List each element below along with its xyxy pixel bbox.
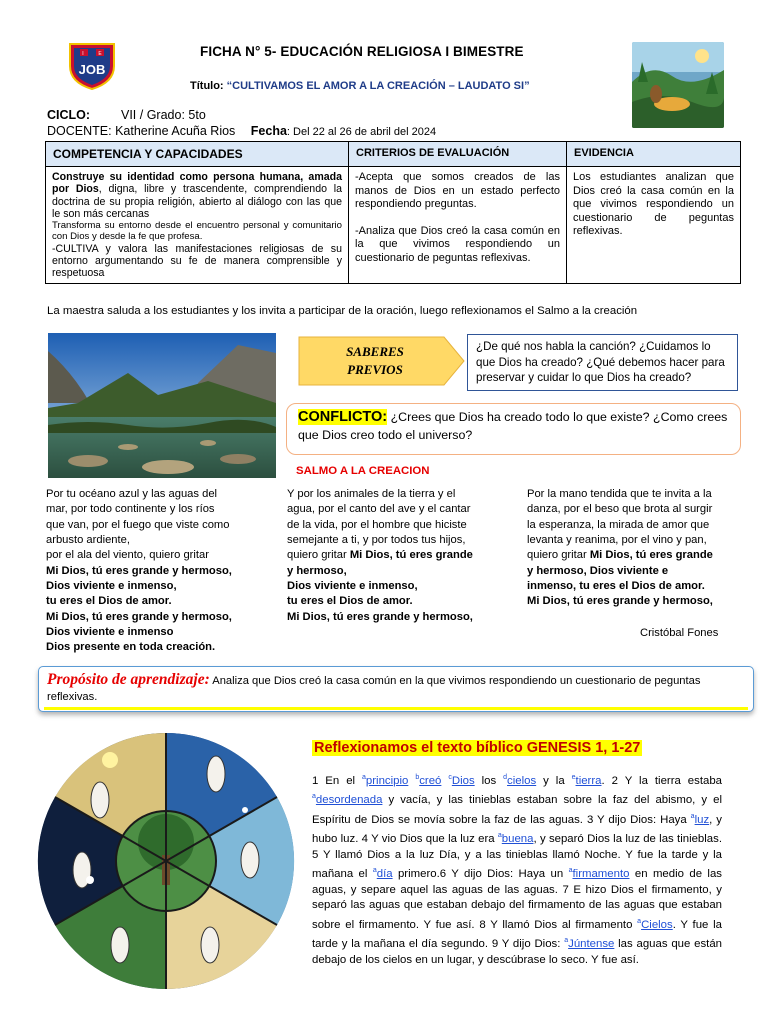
capacidad-2: -CULTIVA y valora las manifestaciones religiosas de su entorno argumentando su fe de manera comprensible y respetuosa [52, 242, 342, 280]
psalm-line-text: Por la mano tendida que te invita a la [527, 488, 712, 500]
psalm-line [287, 487, 512, 502]
psalm-line [287, 502, 512, 517]
psalm-line [46, 533, 271, 548]
cross-reference-link[interactable]: buena [501, 832, 534, 845]
table-row [46, 167, 741, 284]
psalm-line-text: levanta y reanima, por el vino y pan, [527, 534, 707, 547]
highlight-rule [44, 707, 748, 710]
footnote-marker[interactable]: a [362, 774, 366, 781]
psalm-line-text: arbusto ardiente, [46, 534, 130, 547]
psalm-line-text: que van, por el fuego que viste como [46, 518, 230, 531]
psalm-line-text: Mi Dios, tú eres grande y hermoso, [46, 564, 232, 577]
psalm-line-text: y hermoso, [287, 564, 347, 577]
verse-text: los [474, 774, 504, 787]
criterios-cell [349, 167, 567, 284]
landscape-photo [48, 333, 276, 478]
psalm-line [46, 579, 271, 594]
psalm-column-2 [287, 487, 512, 625]
footnote-marker[interactable]: a [312, 793, 316, 801]
psalm-line-text: y hermoso, Dios viviente e [527, 564, 669, 577]
psalm-line [46, 594, 271, 609]
psalm-line [527, 487, 752, 502]
footnote-marker[interactable]: a [690, 812, 695, 820]
psalm-line [527, 579, 752, 594]
fecha-label: Fecha [250, 124, 287, 138]
psalm-line-text: Dios presente en toda creación. [46, 641, 216, 654]
criterio-2: -Analiza que Dios creó la casa común en la que vivimos respondiendo un cuestionario de peguntas reflexivas. [355, 224, 560, 264]
footnote-marker[interactable]: a [637, 917, 642, 925]
psalm-line-text: agua, por el canto del ave y el cantar [287, 503, 471, 516]
psalm-line [287, 610, 512, 625]
psalm-line [46, 564, 271, 579]
psalm-line-text: Mi Dios, tú eres grande y hermoso, [46, 610, 232, 623]
page-title: FICHA N° 5- EDUCACIÓN RELIGIOSA I BIMESTRE [200, 44, 524, 59]
proposito-label: Propósito de aprendizaje: [47, 671, 210, 688]
psalm-line [46, 640, 271, 655]
psalm-line [46, 625, 271, 640]
footnote-marker[interactable]: b [415, 774, 420, 781]
ciclo-row [47, 108, 206, 122]
saberes-label [305, 343, 445, 379]
psalm-line [46, 518, 271, 533]
header-criterios: CRITERIOS DE EVALUACIÓN [349, 142, 567, 167]
footnote-marker[interactable]: a [372, 867, 377, 875]
svg-text:E: E [98, 51, 102, 57]
verse-text: en medio de las aguas, y separe aquel las aguas de las aguas. 7 E hizo Dios el firmamento, y separó las aguas que estaban debajo del firmamento de las aguas que estaban sobre el firmamento. Y fue así. 8 Y llamó Dios al firmamento [312, 867, 722, 931]
psalm-line [287, 548, 512, 563]
psalm-line [46, 487, 271, 502]
cross-reference-link[interactable]: día [376, 867, 393, 880]
psalm-line-text: quiero gritar [527, 549, 590, 562]
saberes-label-line1: SABERES [346, 344, 404, 359]
psalm-line-text: Dios viviente e inmenso, [46, 580, 177, 593]
school-logo [66, 40, 118, 90]
docente-value: Katherine Acuña Rios [115, 124, 236, 138]
cross-reference-link[interactable]: cielos [507, 774, 537, 787]
cross-reference-link[interactable]: principio [365, 774, 409, 787]
psalm-line [46, 502, 271, 517]
cross-reference-link[interactable]: Cielos [641, 918, 673, 931]
psalm-line [46, 548, 271, 563]
lesson-subtitle [190, 80, 530, 92]
intro-text: La maestra saluda a los estudiantes y los invita a participar de la oración, luego reflexionamos el Salmo a la creación [47, 305, 638, 317]
psalm-line-text: Por tu océano azul y las aguas del [46, 488, 218, 500]
cross-reference-link[interactable]: firmamento [572, 867, 630, 880]
docente-row [47, 124, 436, 138]
cross-reference-link[interactable]: tierra [575, 774, 602, 787]
psalm-line [527, 548, 752, 563]
table-header-row [46, 142, 741, 167]
psalm-line [527, 533, 752, 548]
docente-label: DOCENTE: [47, 124, 112, 138]
psalm-line-text: mar, por todo continente y los ríos [46, 503, 215, 516]
psalm-line-text: Y por los animales de la tierra y el [287, 488, 456, 500]
subtitle-value: “CULTIVAMOS EL AMOR A LA CREACIÓN – LAUDATO SI” [226, 80, 530, 92]
competencia-text: , digna, libre y trascendente, comprendiendo la doctrina de su propia religión, abierto al diálogo con las que le son más cercanas [52, 183, 343, 220]
conflicto-label: CONFLICTO: [298, 409, 388, 425]
psalm-column-1 [46, 487, 271, 656]
competencia-cell [46, 167, 349, 284]
psalm-author: Cristóbal Fones [640, 627, 719, 639]
psalm-line-text: por el ala del viento, quiero gritar [46, 549, 209, 562]
psalm-line [527, 518, 752, 533]
proposito-text: Analiza que Dios creó la casa común en la que vivimos respondiendo un cuestionario de peguntas reflexivas. [47, 675, 701, 703]
footnote-marker[interactable]: a [564, 937, 569, 945]
psalm-line [287, 579, 512, 594]
psalm-line-text: Dios viviente e inmenso [46, 626, 174, 639]
footnote-marker[interactable]: d [503, 774, 508, 781]
psalm-line [527, 594, 752, 609]
psalm-line [287, 564, 512, 579]
ciclo-value: VII / Grado: 5to [121, 108, 206, 122]
competency-table [45, 141, 741, 284]
cross-reference-link[interactable]: luz [694, 813, 710, 826]
psalm-line [287, 518, 512, 533]
saberes-question-box: ¿De qué nos habla la canción? ¿Cuidamos lo que Dios ha creado? ¿Qué debemos hacer para preservar y cuidar lo que Dios ha creado? [467, 334, 738, 391]
svg-text:JOB: JOB [78, 62, 106, 77]
psalm-line-text: tu eres el Dios de amor. [46, 595, 172, 608]
psalm-line [527, 564, 752, 579]
psalm-column-3 [527, 487, 752, 610]
verse-text: y la [536, 774, 572, 787]
svg-text:I: I [82, 51, 84, 57]
criterio-1: -Acepta que somos creados de las manos de Dios en un estado perfecto respondiendo preguntas. [355, 171, 560, 211]
psalm-line-refrain: Mi Dios, tú eres grande [589, 549, 713, 562]
evidencia-cell: Los estudiantes analizan que Dios creó la casa común en la que vivimos respondiendo un cuestionario de peguntas reflexivas. [567, 167, 741, 284]
header-competencia: COMPETENCIA Y CAPACIDADES [46, 142, 349, 167]
psalm-line-refrain: Mi Dios, tú eres grande [349, 549, 473, 562]
conflicto-box [286, 403, 741, 455]
verse-text: . Y fue la tarde y la mañana el día segundo. 9 Y dijo Dios: [312, 918, 722, 950]
psalm-line-text: quiero gritar [287, 549, 350, 562]
psalm-line [287, 594, 512, 609]
saberes-label-line2: PREVIOS [347, 362, 403, 377]
creation-illustration-thumbnail [632, 42, 724, 128]
genesis-title: Reflexionamos el texto bíblico GENESIS 1, 1-27 [314, 740, 641, 756]
psalm-line-text: Mi Dios, tú eres grande y hermoso, [527, 595, 713, 608]
psalm-line [527, 502, 752, 517]
verse-text: y vacía, y las tinieblas estaban sobre la faz del abismo, y el Espíritu de Dios se movía sobre la faz de las aguas. 3 Y dijo Dios: Haya [312, 794, 722, 826]
psalm-line [46, 610, 271, 625]
cross-reference-link[interactable]: desordenada [315, 794, 383, 807]
verse-text: primero.6 Y dijo Dios: Haya un [392, 867, 569, 880]
conflicto-text: ¿Crees que Dios ha creado todo lo que existe? ¿Como crees que Dios creo todo el universo? [298, 410, 728, 442]
creation-days-illustration [30, 730, 302, 992]
verse-text: las aguas que están debajo de los cielos en un lugar, y descúbrase lo seco. Y fue así. [312, 937, 723, 966]
psalm-line-text: de la vida, por el hombre que hiciste [287, 518, 467, 531]
verse-text: 1 En el [312, 774, 363, 787]
cross-reference-link[interactable]: creó [419, 774, 442, 787]
cross-reference-link[interactable]: Dios [451, 774, 475, 787]
verse-text: , y hubo luz. 4 Y vio Dios que la luz era [312, 813, 722, 845]
footnote-marker[interactable]: a [497, 832, 502, 840]
psalm-line-text: semejante a ti, y por todos tus hijos, [287, 534, 466, 547]
psalm-line-text: danza, por el beso que brota al surgir [527, 503, 713, 516]
verse-text: , y separó Dios la luz de las tinieblas. 5 Y llamó Dios a la luz Día, y a las tinieblas llamó Noche. Y fue la tarde y la mañana el [312, 832, 722, 880]
genesis-text [312, 770, 722, 968]
competencia-bold: Construye su identidad como persona humana, amada por Dios [52, 171, 342, 196]
psalm-line-text: tu eres el Dios de amor. [287, 595, 413, 608]
proposito-box [38, 666, 754, 712]
psalm-line-text: la esperanza, la mirada de amor que [527, 518, 710, 531]
cross-reference-link[interactable]: Júntense [568, 937, 615, 950]
psalm-line-text: Dios viviente e inmenso, [287, 580, 418, 593]
footnote-marker[interactable]: c [448, 774, 452, 781]
fecha-value: : Del 22 al 26 de abril del 2024 [286, 126, 437, 138]
footnote-marker[interactable]: a [568, 867, 573, 875]
header-evidencia: EVIDENCIA [567, 142, 741, 167]
verse-text: . 2 Y la tierra estaba [601, 774, 722, 787]
salmo-title: SALMO A LA CREACION [296, 465, 430, 477]
psalm-line [287, 533, 512, 548]
footnote-marker[interactable]: e [571, 774, 576, 781]
psalm-line-text: Mi Dios, tú eres grande y hermoso, [287, 610, 473, 623]
subtitle-label: Título: [190, 80, 224, 92]
ciclo-label: CICLO: [47, 108, 91, 122]
psalm-line-text: inmenso, tu eres el Dios de amor. [527, 580, 705, 593]
capacidad-1: Transforma su entorno desde el encuentro personal y comunitario con Dios y desde la fe que profesa. [52, 220, 342, 243]
